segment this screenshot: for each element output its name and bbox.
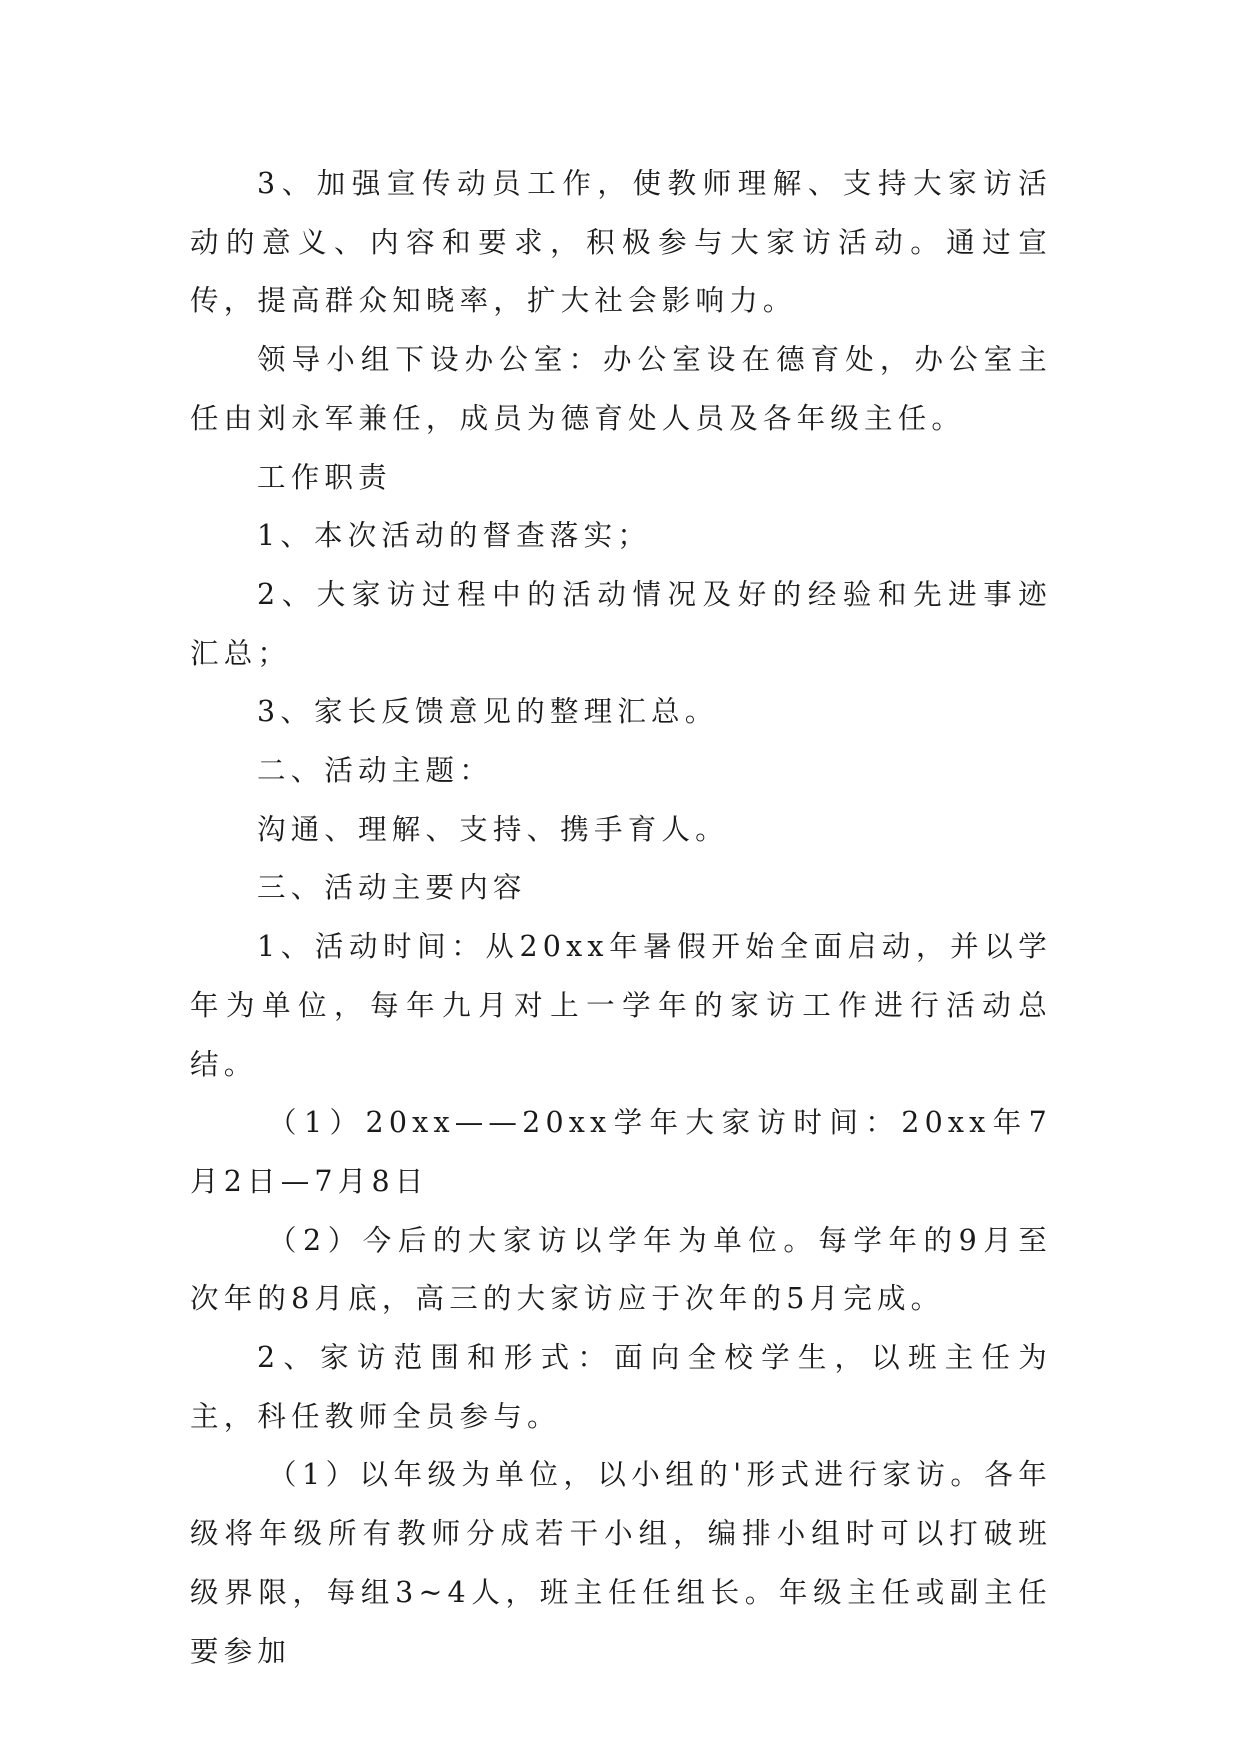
section-heading: 工作职责	[257, 460, 392, 494]
paragraph: 领导小组下设办公室：办公室设在德育处，办公室主任由刘永军兼任，成员为德育处人员及各年级主任。	[190, 343, 1052, 435]
list-item: 2、大家访过程中的活动情况及好的经验和先进事迹汇总；	[190, 577, 1052, 670]
section-heading: 二、活动主题：	[257, 754, 493, 788]
document-body	[190, 155, 1052, 1681]
sub-list-item: （1）以年级为单位，以小组的'形式进行家访。各年级将年级所有教师分成若干小组，编排小组时可以打破班级界限，每组3~4人，班主任任组长。年级主任或副主任要参加	[190, 1458, 1052, 1668]
sub-list-item: （1）20xx——20xx学年大家访时间：20xx年7月2日—7月8日	[190, 1106, 1052, 1198]
list-item: 3、家长反馈意见的整理汇总。	[257, 695, 719, 729]
sub-list-item: （2）今后的大家访以学年为单位。每学年的9月至次年的8月底，高三的大家访应于次年的5月完成。	[190, 1223, 1052, 1316]
paragraph: 3、加强宣传动员工作，使教师理解、支持大家访活动的意义、内容和要求，积极参与大家访活动。通过宣传，提高群众知晓率，扩大社会影响力。	[190, 167, 1052, 318]
paragraph: 沟通、理解、支持、携手育人。	[257, 812, 729, 846]
section-heading: 三、活动主要内容	[257, 871, 527, 905]
list-item: 2、家访范围和形式：面向全校学生，以班主任为主，科任教师全员参与。	[190, 1341, 1052, 1433]
list-item: 1、本次活动的督查落实；	[257, 519, 652, 553]
list-item: 1、活动时间：从20xx年暑假开始全面启动，并以学年为单位，每年九月对上一学年的家访工作进行活动总结。	[190, 930, 1052, 1081]
